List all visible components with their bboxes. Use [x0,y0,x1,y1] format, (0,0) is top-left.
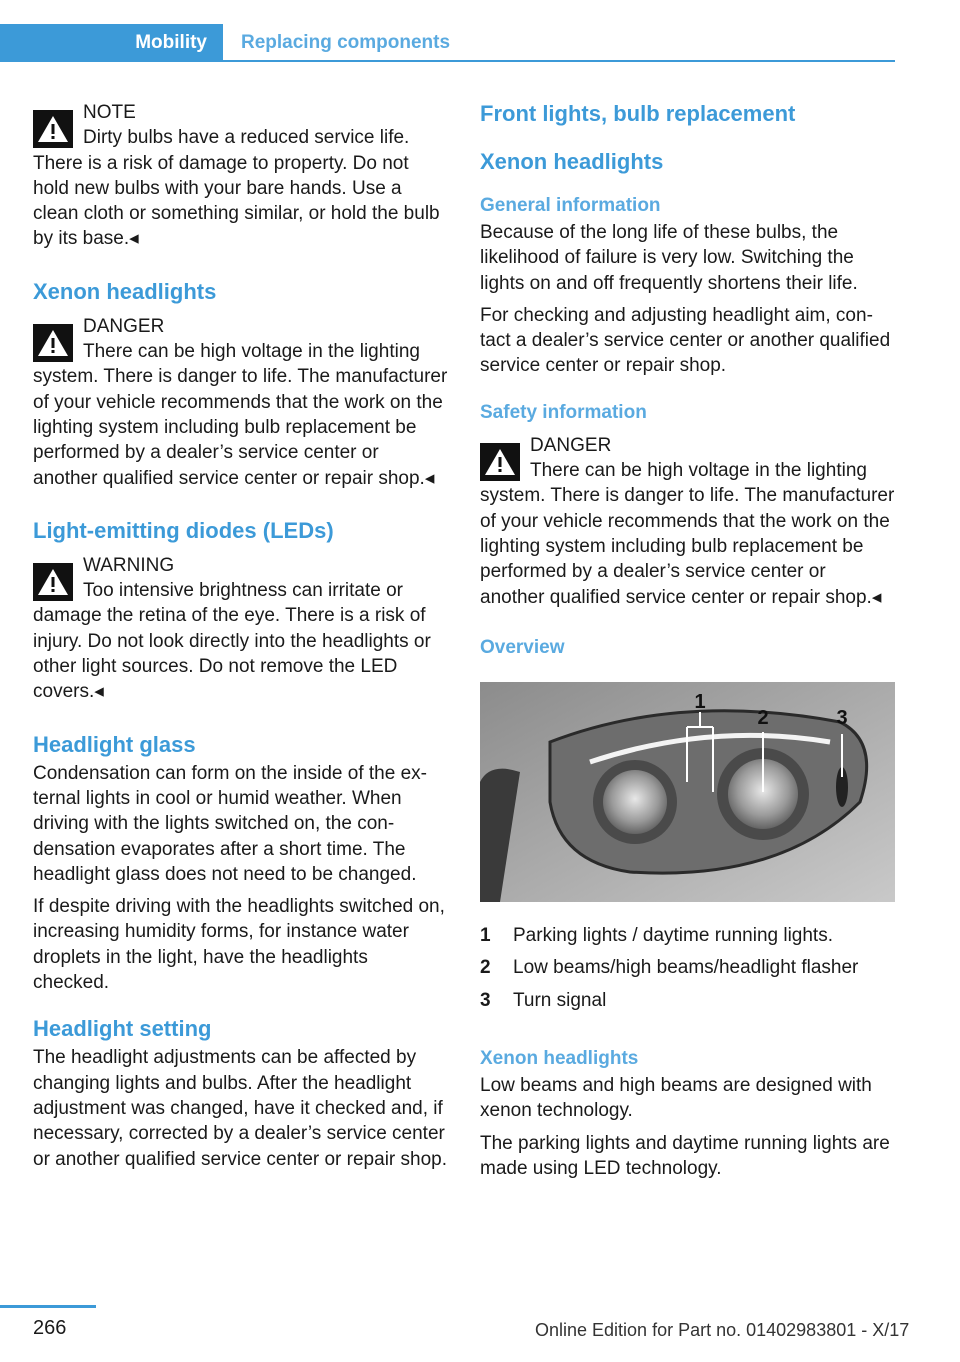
heading-front-lights: Front lights, bulb replacement [480,101,796,126]
heading-xenon-headlights-2: Xenon headlights [480,1048,639,1070]
edition-text: Online Edition for Part no. 01402983801 - X/17 [535,1320,910,1340]
general-paragraph-1: Because of the long life of these bulbs, the likelihood of failure is very low. Switching the lights on and off frequently shortens their life. [480,222,858,294]
danger-text-right: system. There is danger to life. The manufacturer of your vehicle recommends that the work on the lighting system including bulb replacement be performed by a dealer’s service center or another qualified service center or repair shop.◂ [480,485,895,608]
danger-box-right [480,433,895,610]
warning-label: WARNING [83,554,175,576]
tab-mobility[interactable] [0,24,223,60]
figure-label-3: 3 [836,706,848,729]
tab-replacing-components[interactable]: Replacing components [241,32,451,53]
legend-number: 1 [480,925,491,947]
legend-item [480,923,895,948]
warning-box [33,553,448,705]
warning-triangle-icon [33,110,73,148]
legend-number: 2 [480,957,491,979]
warning-triangle-icon [33,563,73,601]
warning-triangle-icon [33,324,73,362]
danger-first-line: There can be high voltage in the lighting [83,341,420,363]
page-number: 266 [33,1317,67,1339]
legend-text: Parking lights / daytime running lights. [513,925,833,947]
heading-xenon-headlights: Xenon headlights [33,278,217,304]
heading-general-information: General information [480,195,661,216]
danger-box [33,314,448,491]
heading-headlight-glass: Headlight glass [33,731,196,757]
note-label: NOTE [83,102,136,123]
heading-overview: Overview [480,636,565,658]
danger-label-right: DANGER [530,434,612,456]
setting-paragraph: The headlight adjustments can be affected by changing lights and bulbs. After the headlight adjustment was changed, have it checked and, if necessary, corrected by a dealer’s service center or another qualified service center or repair shop. [33,1047,448,1170]
legend-item [480,955,895,980]
heading-headlight-setting: Headlight setting [33,1016,212,1042]
footer-accent-line [0,1305,96,1308]
danger-text: system. There is danger to life. The manufacturer of your vehicle recommends that the work on the lighting system including bulb replacement be performed by a dealer’s service center or another qualified service center or repair shop.◂ [33,366,448,489]
warning-first-line: Too intensive brightness can irritate or [83,580,403,602]
right-column [480,100,895,1188]
left-column [33,100,448,1179]
warning-text: damage the retina of the eye. There is a risk of injury. Do not look directly into the headlights or other light sources. Do not remove the LED covers.◂ [33,605,431,703]
warning-triangle-icon [480,443,520,481]
legend-text: Low beams/high beams/headlight flasher [513,957,859,979]
note-first-line: Dirty bulbs have a reduced service life. [83,127,410,149]
tab-mobility-label: Mobility [135,32,207,53]
danger-first-line-right: There can be high voltage in the lighting [530,460,867,482]
legend-item [480,988,895,1013]
glass-paragraph-2: If despite driving with the headlights switched on, increasing humidity forms, for instance water droplets in the light, have the headlights checked. [33,896,445,994]
headlight-figure [480,682,895,902]
note-box [33,100,448,252]
general-paragraph-2: For checking and adjusting headlight aim, contact a dealer’s service center or another qualified service center or repair shop. [480,304,891,377]
heading-xenon-headlights-right: Xenon headlights [480,149,664,174]
xenon2-paragraph-2: The parking lights and daytime running lights are made using LED technology. [480,1132,890,1179]
header-tabbar [0,24,895,62]
note-text: There is a risk of damage to property. Do not hold new bulbs with your bare hands. Use a clean cloth or something similar, or hold the bulb by its base.◂ [33,152,440,250]
figure-label-2: 2 [757,706,769,729]
heading-safety-information: Safety information [480,401,647,423]
xenon2-paragraph-1: Low beams and high beams are designed with xenon technology. [480,1075,872,1122]
legend-number: 3 [480,989,491,1011]
danger-label: DANGER [83,315,165,337]
lens-left [603,770,667,834]
figure-label-1: 1 [694,690,706,713]
glass-paragraph-1: Condensation can form on the inside of the external lights in cool or humid weather. When driving with the lights switched on, the condensation evaporates after a short time. The headlight glass does not need to be changed. [33,762,427,885]
legend-text: Turn signal [513,989,607,1011]
heading-leds: Light-emitting diodes (LEDs) [33,517,334,543]
